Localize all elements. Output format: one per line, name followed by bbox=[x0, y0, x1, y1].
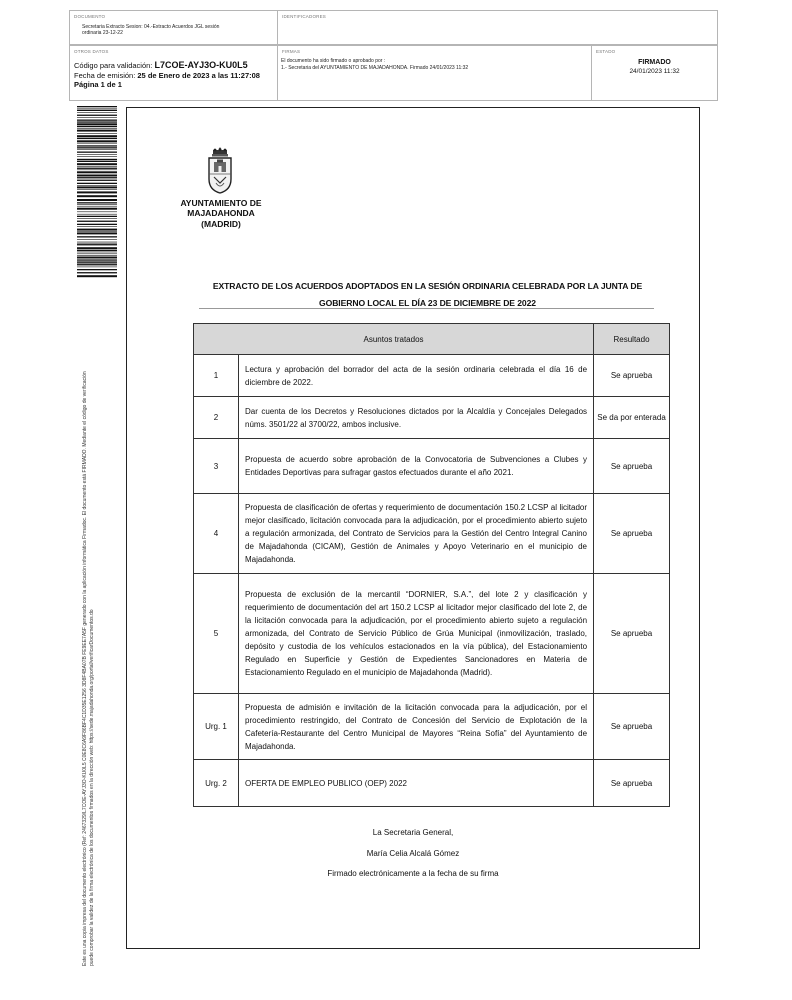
documento-value-1: Secretaria Extracto Sesion: 04.-Extracto Acuerdos JGL sesión bbox=[82, 24, 220, 30]
table-row bbox=[194, 760, 670, 807]
row-resultado: Se aprueba bbox=[594, 494, 670, 574]
identificadores-box bbox=[277, 10, 718, 45]
codigo-label: Código para validación: bbox=[74, 61, 153, 70]
row-asunto: Propuesta de exclusión de la mercantil “DORNIER, S.A.”, del lote 2 y clasificación y requerimiento de documentación del art 150.2 LCSP al licitador mejor clasificado del lote 2, de la licitación convocada para la adjudicación, por el procedimiento abierto sujeto a regulación armonizada, del Contrato de Servicio Público de Grúa Municipal (inmovilización, traslado, depósito y custodia de los vehículos estacionados en la vía pública), del Estacionamiento Regulado en Superficie y Gestión de Expedientes Sancionadores en Materia de Estacionamiento Regulado en el municipio de Majadahonda (Madrid). bbox=[239, 574, 594, 694]
row-resultado: Se aprueba bbox=[594, 760, 670, 807]
row-number: 3 bbox=[194, 439, 239, 494]
firmas-box bbox=[277, 45, 592, 101]
row-asunto: Lectura y aprobación del borrador del acta de la sesión ordinaria celebrada el día 16 de diciembre de 2022. bbox=[239, 355, 594, 397]
documento-value-2: ordinaria 23-12-22 bbox=[82, 30, 123, 36]
header-asuntos: Asuntos tratados bbox=[194, 324, 594, 355]
document-title-line-2: GOBIERNO LOCAL EL DÍA 23 DE DICIEMBRE DE 2022 bbox=[319, 298, 536, 308]
signature-role: La Secretaria General, bbox=[372, 828, 454, 837]
estado-label: ESTADO bbox=[596, 49, 616, 54]
side-verification-text-2: puede comprobar la validez de la firma electrónica de los documentos firmados en la dirección web: https://sede.majadahonda.org/portal/verificarDocumentos.do bbox=[89, 609, 95, 966]
coat-of-arms-icon bbox=[205, 145, 235, 195]
identificadores-label: IDENTIFICADORES bbox=[282, 14, 327, 19]
pagina-value: Página 1 de 1 bbox=[74, 80, 122, 89]
row-resultado: Se da por enterada bbox=[594, 397, 670, 439]
fecha-value: 25 de Enero de 2023 a las 11:27:08 bbox=[137, 71, 260, 80]
table-row bbox=[194, 574, 670, 694]
table-row bbox=[194, 494, 670, 574]
firmas-label: FIRMAS bbox=[282, 49, 301, 54]
row-resultado: Se aprueba bbox=[594, 574, 670, 694]
row-resultado: Se aprueba bbox=[594, 355, 670, 397]
documento-label: DOCUMENTO bbox=[74, 14, 106, 19]
table-header-row bbox=[194, 324, 670, 355]
otros-datos-label: OTROS DATOS bbox=[74, 49, 109, 54]
row-number: 1 bbox=[194, 355, 239, 397]
table-row bbox=[194, 397, 670, 439]
row-resultado: Se aprueba bbox=[594, 439, 670, 494]
org-name-line-1: AYUNTAMIENTO DE bbox=[180, 198, 262, 208]
signature-note: Firmado electrónicamente a la fecha de su firma bbox=[327, 869, 499, 878]
org-name-line-2: MAJADAHONDA bbox=[187, 208, 255, 218]
firmas-line-2: 1.- Secretaria del AYUNTAMIENTO DE MAJADAHONDA. Firmado 24/01/2023 11:32 bbox=[281, 65, 469, 71]
row-number: 5 bbox=[194, 574, 239, 694]
header-resultado: Resultado bbox=[594, 324, 670, 355]
barcode-icon bbox=[77, 106, 117, 278]
row-number: 4 bbox=[194, 494, 239, 574]
document-title-line-1: EXTRACTO DE LOS ACUERDOS ADOPTADOS EN LA SESIÓN ORDINARIA CELEBRADA POR LA JUNTA DE bbox=[212, 281, 643, 291]
row-asunto: Propuesta de acuerdo sobre aprobación de la Convocatoria de Subvenciones a Clubes y Entidades Deportivas para sufragar gastos efectuados durante el año 2021. bbox=[239, 439, 594, 494]
row-number: Urg. 1 bbox=[194, 694, 239, 760]
row-asunto: Propuesta de clasificación de ofertas y requerimiento de documentación 150.2 LCSP al licitador mejor clasificado, licitación convocada para la adjudicación, por el procedimiento abierto sujeto a regulación armonizada, del Contrato de Servicios para la Gestión del Centro Integral Canino de Majadahonda (CICAM), Gestión de Animales y Apoyo Veterinario en el municipio de Majadahonda. bbox=[239, 494, 594, 574]
row-asunto: Propuesta de admisión e invitación de la licitación convocada para la adjudicación, por el procedimiento restringido, del Contrato de Concesión del Servicio de Explotación de la Cafetería-Restaurante del Centro Municipal de Mayores “Reina Sofía” del Ayuntamiento de Majadahonda. bbox=[239, 694, 594, 760]
row-resultado: Se aprueba bbox=[594, 694, 670, 760]
pagina-indicator bbox=[74, 80, 122, 89]
codigo-value[interactable]: L7COE-AYJ3O-KU0L5 bbox=[154, 60, 248, 70]
estado-status: FIRMADO bbox=[638, 59, 671, 66]
row-number: Urg. 2 bbox=[194, 760, 239, 807]
signature-name: María Celia Alcalá Gómez bbox=[366, 849, 460, 858]
table-row bbox=[194, 355, 670, 397]
agenda-table bbox=[193, 323, 670, 807]
estado-date: 24/01/2023 11:32 bbox=[629, 68, 680, 75]
row-number: 2 bbox=[194, 397, 239, 439]
table-row bbox=[194, 439, 670, 494]
row-asunto: Dar cuenta de los Decretos y Resoluciones dictados por la Alcaldía y Concejales Delegados núms. 3501/22 al 3700/22, ambos inclusive. bbox=[239, 397, 594, 439]
table-row bbox=[194, 694, 670, 760]
org-name-line-3: (MADRID) bbox=[201, 219, 241, 229]
side-verification-text-1: Este es una copia impresa del documento electrónico (Ref: 2467329/L7COE-AYJ3O-KU0L5 C0E8C6A9F86BF4C1D35E1256 3D8F4BA07B FE9EE7A5F generado con la aplicación informática Firmadoc. El documento está FIRMADO. Mediante el código de verificación bbox=[82, 371, 88, 966]
fecha-label: Fecha de emisión: bbox=[74, 71, 136, 80]
fecha-emision bbox=[74, 71, 260, 80]
estado-box bbox=[591, 45, 718, 101]
title-divider bbox=[199, 308, 654, 309]
row-asunto: OFERTA DE EMPLEO PUBLICO (OEP) 2022 bbox=[239, 760, 594, 807]
otros-datos-box bbox=[69, 45, 278, 101]
codigo-validacion bbox=[74, 61, 248, 70]
documento-box bbox=[69, 10, 278, 45]
firmas-line-1: El documento ha sido firmado o aprobado por : bbox=[281, 58, 386, 64]
document-title bbox=[197, 278, 658, 312]
